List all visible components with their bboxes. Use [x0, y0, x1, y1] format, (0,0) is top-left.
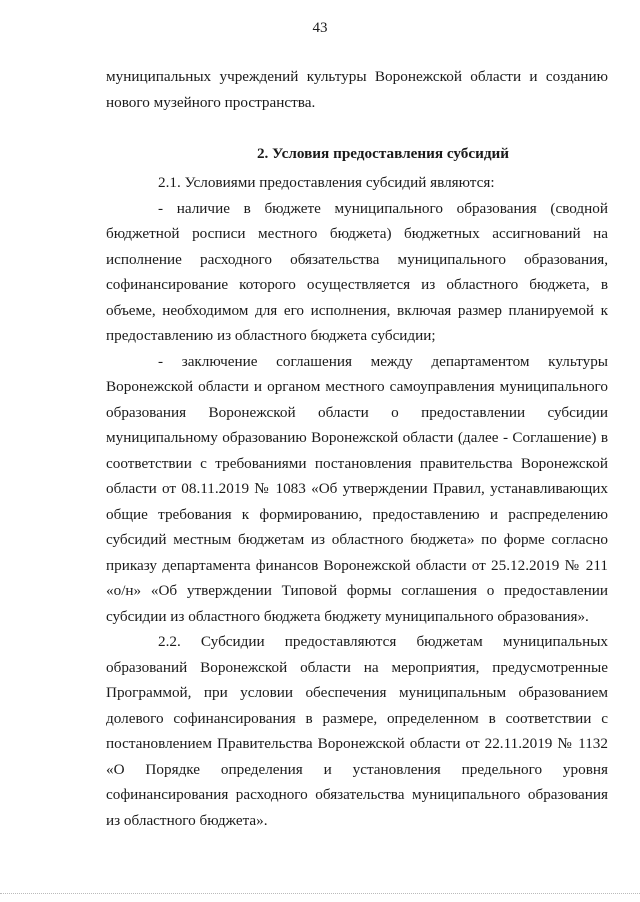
- paragraph-condition-budget: - наличие в бюджете муниципального образования (сводной бюджетной росписи местного бюджета) бюджетных ассигнований на исполнение расходного обязательства муниципального образования, софинансирование которого осуществляется из областного бюджета, в объеме, необходимом для его исполнения, включая размер планируемой к предоставлению из областного бюджета субсидии;: [106, 199, 608, 344]
- section-heading: 2. Условия предоставления субсидий: [256, 145, 510, 162]
- paragraph-condition-agreement: - заключение соглашения между департаментом культуры Воронежской области и органом местного самоуправления муниципального образования Воронежской области о предоставлении субсидии муниципальному образованию Воронежской области (далее - Соглашение) в соответствии с требованиями постановления правительства Воронежской области от 08.11.2019 № 1083 «Об утверждении Правил, устанавливающих общие требования к формированию, предоставлению и распределению субсидий местным бюджетам из областного бюджета» по форме согласно приказу департамента финансов Воронежской области от 25.12.2019 № 211 «о/н» «Об утверждении Типовой формы соглашения о предоставлении субсидии из областного бюджета бюджету муниципального образования».: [106, 352, 608, 625]
- intro-paragraph: муниципальных учреждений культуры Воронежской области и созданию нового музейного пространства.: [106, 68, 608, 111]
- paragraph-2-2: 2.2. Субсидии предоставляются бюджетам муниципальных образований Воронежской области на мероприятия, предусмотренные Программой, при условии обеспечения муниципальным образованием долевого софинансирования в размере, определенном в соответствии с постановлением Правительства Воронежской области от 22.11.2019 № 1132 «О Порядке определения и установления предельного уровня софинансирования расходного обязательства муниципального образования из областного бюджета».: [106, 633, 608, 829]
- paragraph-2-1: 2.1. Условиями предоставления субсидий являются:: [158, 174, 495, 191]
- page-bottom-rule: [0, 893, 640, 894]
- page-number: 43: [312, 20, 328, 36]
- intro-paragraph-block: [106, 64, 608, 115]
- document-body: [106, 170, 608, 833]
